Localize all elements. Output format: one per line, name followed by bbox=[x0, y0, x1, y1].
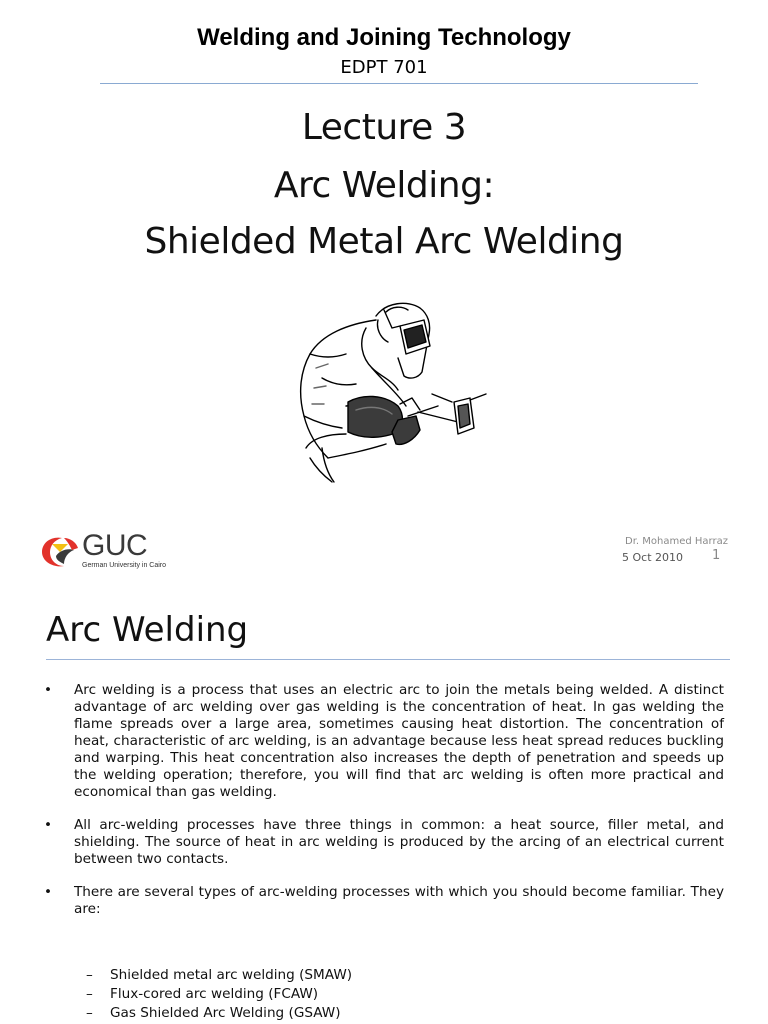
course-title: Welding and Joining Technology bbox=[197, 24, 571, 51]
title-divider bbox=[100, 83, 698, 84]
bullet-symbol: • bbox=[44, 884, 53, 900]
lecture-number: Lecture 3 bbox=[301, 107, 467, 148]
sub-list-item bbox=[86, 1004, 352, 1023]
lecture-topic: Arc Welding: bbox=[273, 165, 495, 206]
sub-item-text: Shielded metal arc welding (SMAW) bbox=[110, 967, 353, 983]
author-name: Dr. Mohamed Harraz bbox=[625, 536, 728, 547]
guc-logo-text: GUC bbox=[82, 529, 148, 562]
heading-divider bbox=[46, 659, 730, 660]
slide-number: 1 bbox=[712, 548, 721, 563]
bullet-list bbox=[44, 682, 724, 934]
bullet-text: There are several types of arc-welding processes with which you should become familiar. They are: bbox=[74, 884, 724, 917]
bullet-symbol: • bbox=[44, 817, 53, 833]
sub-item-text: Gas Shielded Arc Welding (GSAW) bbox=[110, 1005, 341, 1021]
slide-date: 5 Oct 2010 bbox=[622, 551, 684, 564]
bullet-text: Arc welding is a process that uses an electric arc to join the metals being welded. A distinct advantage of arc welding over gas welding is the concentration of heat. In gas welding the flame spreads over a large area, sometimes causing heat distortion. The concentration of heat, characteristic of arc welding, is an advantage because less heat spread reduces buckling and warping. This heat concentration also increases the depth of penetration and speeds up the welding operation; therefore, you will find that arc welding is often more practical and economical than gas welding. bbox=[74, 682, 724, 800]
bullet-symbol: • bbox=[44, 682, 53, 698]
sub-item-text: Flux-cored arc welding (FCAW) bbox=[110, 986, 319, 1002]
list-item bbox=[44, 817, 724, 868]
sub-list-item bbox=[86, 966, 352, 985]
welder-illustration-icon bbox=[288, 298, 494, 484]
list-item bbox=[44, 884, 724, 918]
course-code: EDPT 701 bbox=[340, 57, 428, 78]
sub-list-item bbox=[86, 985, 352, 1004]
dash-symbol: – bbox=[86, 1005, 93, 1021]
bullet-text: All arc-welding processes have three things in common: a heat source, filler metal, and shielding. The source of heat in arc welding is produced by the arcing of an electrical current between two contacts. bbox=[74, 817, 724, 867]
lecture-subtopic: Shielded Metal Arc Welding bbox=[144, 221, 624, 262]
section-heading: Arc Welding bbox=[46, 610, 249, 650]
process-sublist bbox=[86, 966, 352, 1023]
dash-symbol: – bbox=[86, 967, 93, 983]
guc-logo-subtitle: German University in Cairo bbox=[82, 562, 167, 569]
dash-symbol: – bbox=[86, 986, 93, 1002]
list-item bbox=[44, 682, 724, 801]
